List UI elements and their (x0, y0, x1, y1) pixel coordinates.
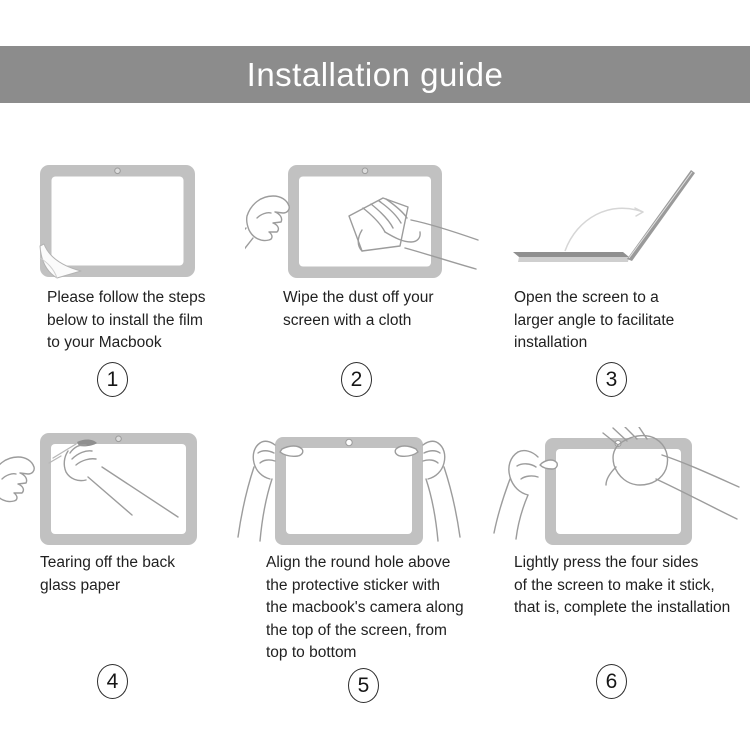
caption-line: to your Macbook (47, 334, 162, 351)
camera-dot-icon (115, 168, 121, 174)
caption-line: top to bottom (266, 644, 357, 661)
step6-number-badge: 6 (596, 664, 627, 699)
open-angle-arrow-icon (565, 208, 643, 251)
camera-dot-icon (346, 439, 352, 445)
step4-caption (40, 552, 175, 597)
step2-illustration-wipe-cloth (245, 158, 480, 288)
caption-line: screen with a cloth (283, 311, 412, 329)
step6-illustration-press-sides (490, 427, 750, 560)
caption-line: Open the screen to a (514, 289, 659, 306)
caption-line: the macbook's camera along (266, 599, 464, 616)
camera-dot-icon (116, 436, 122, 442)
caption-line: larger angle to facilitate (514, 311, 675, 329)
tablet-frame-icon (40, 433, 197, 545)
tablet-frame-icon (40, 165, 195, 277)
holding-hand-icon (245, 196, 289, 252)
step3-caption (514, 287, 674, 355)
step6-caption (514, 552, 730, 620)
camera-dot-icon (362, 168, 368, 174)
caption-line: installation (514, 334, 588, 351)
caption-line: Lightly press the four sides (514, 554, 699, 571)
step5-illustration-align-film (230, 427, 480, 560)
step3-number-badge: 3 (596, 362, 627, 397)
laptop-base-icon (513, 252, 629, 262)
tablet-frame-icon (545, 438, 692, 545)
caption-line: glass paper (40, 576, 121, 594)
holding-hand-icon (0, 457, 34, 513)
page-title: Installation guide (246, 55, 504, 93)
caption-line: below to install the film (47, 311, 203, 329)
step2-number-badge: 2 (341, 362, 372, 397)
caption-line: Align the round hole above (266, 554, 451, 571)
header-banner (0, 46, 750, 103)
step4-illustration-tear-film (0, 425, 240, 560)
step1-number-badge: 1 (97, 362, 128, 397)
caption-line: Wipe the dust off your (283, 289, 434, 306)
caption-line: that is, complete the installation (514, 599, 731, 616)
step1-caption (47, 287, 206, 355)
step1-illustration-film-peel (20, 158, 240, 288)
step3-illustration-open-laptop (495, 158, 735, 288)
caption-line: of the screen to make it stick, (514, 576, 715, 594)
step4-number-badge: 4 (97, 664, 128, 699)
step2-caption (283, 287, 434, 332)
caption-line: Please follow the steps (47, 289, 206, 306)
step5-number-badge: 5 (348, 668, 379, 703)
caption-line: the protective sticker with (266, 576, 441, 594)
caption-line: Tearing off the back (40, 554, 175, 571)
step5-caption (266, 552, 464, 665)
caption-line: the top of the screen, from (266, 621, 447, 639)
